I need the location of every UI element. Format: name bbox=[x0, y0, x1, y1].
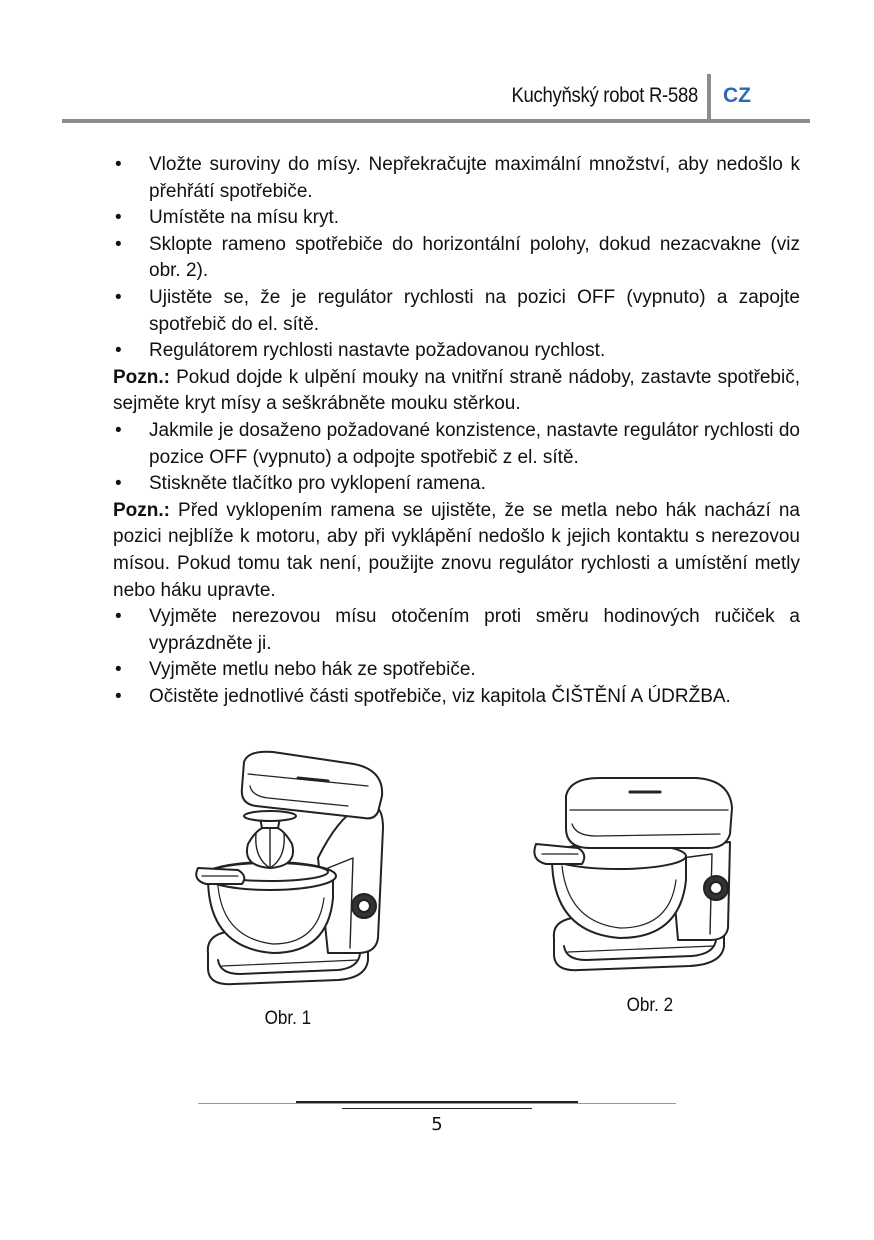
list-item: • Vložte suroviny do mísy. Nepřekračujte maximální množství, aby nedošlo k přehřátí spotřebiče. bbox=[113, 152, 800, 205]
list-item: • Umístěte na mísu kryt. bbox=[113, 205, 800, 232]
list-item: • Regulátorem rychlosti nastavte požadovanou rychlost. bbox=[113, 338, 800, 365]
figure-1 bbox=[178, 748, 398, 998]
list-item: • Jakmile je dosaženo požadované konzistence, nastavte regulátor rychlosti do pozice OFF (vypnuto) a odpojte spotřebič z el. sítě. bbox=[113, 418, 800, 471]
steps-list-c bbox=[113, 604, 800, 710]
list-item: • Očistěte jednotlivé části spotřebiče, viz kapitola ČIŠTĚNÍ A ÚDRŽBA. bbox=[113, 684, 800, 711]
figure-2 bbox=[520, 768, 745, 983]
list-item: • Vyjměte metlu nebo hák ze spotřebiče. bbox=[113, 657, 800, 684]
figure-1-caption: Obr. 1 bbox=[264, 1008, 312, 1029]
note-text: Pokud dojde k ulpění mouky na vnitřní straně nádoby, zastavte spotřebič, sejměte kryt mísy a seškrábněte mouku stěrkou. bbox=[113, 366, 800, 415]
footer-rule-short bbox=[342, 1108, 532, 1109]
steps-list-b bbox=[113, 418, 800, 498]
note-text: Před vyklopením ramena se ujistěte, že se metla nebo hák nachází na pozici nejblíže k motoru, aby při vyklápění nedošlo k jejich kontaktu s nerezovou mísou. Pokud tomu tak není, použijte znovu regulátor rychlosti a umístění metly nebo háku upravte. bbox=[113, 499, 800, 601]
page-header-title: Kuchyňský robot R-588 bbox=[511, 84, 698, 107]
list-item: • Stiskněte tlačítko pro vyklopení ramena. bbox=[113, 471, 800, 498]
list-item: • Vyjměte nerezovou mísu otočením proti směru hodinových ručiček a vyprázdněte ji. bbox=[113, 604, 800, 657]
note-label: Pozn.: bbox=[113, 499, 170, 521]
instructions-body bbox=[113, 152, 800, 710]
note-paragraph bbox=[113, 498, 800, 604]
note-paragraph bbox=[113, 365, 800, 418]
header-rule bbox=[62, 119, 810, 123]
header-divider bbox=[707, 74, 711, 120]
list-item: • Ujistěte se, že je regulátor rychlosti na pozici OFF (vypnuto) a zapojte spotřebič do el. sítě. bbox=[113, 285, 800, 338]
stand-mixer-head-down-icon bbox=[520, 768, 745, 983]
note-label: Pozn.: bbox=[113, 366, 170, 388]
footer-rule bbox=[198, 1103, 676, 1104]
stand-mixer-head-up-icon bbox=[178, 748, 398, 998]
steps-list-a bbox=[113, 152, 800, 365]
footer-rule-accent bbox=[296, 1101, 578, 1103]
list-item: • Sklopte rameno spotřebiče do horizontální polohy, dokud nezacvakne (viz obr. 2). bbox=[113, 232, 800, 285]
language-code: CZ bbox=[723, 84, 751, 107]
page-number: 5 bbox=[431, 1114, 443, 1135]
figure-2-caption: Obr. 2 bbox=[626, 995, 674, 1016]
